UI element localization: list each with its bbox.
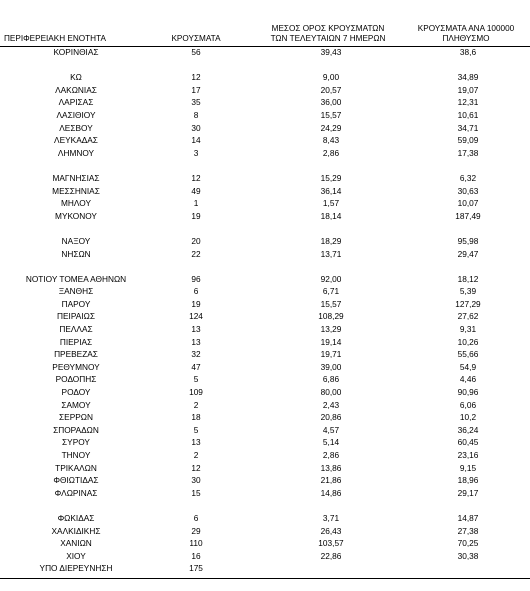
cases-cell: 35 <box>191 97 201 108</box>
per100k-cell: 17,38 <box>457 147 479 158</box>
region-cell: ΠΡΕΒΕΖΑΣ <box>54 349 98 360</box>
avg-cell: 108,29 <box>318 311 344 322</box>
cases-cell: 47 <box>191 361 201 372</box>
per100k-cell: 18,96 <box>457 475 479 486</box>
table-row <box>0 235 530 248</box>
per100k-cell: 34,89 <box>457 72 479 83</box>
table-row <box>0 562 530 575</box>
region-cell: ΛΕΣΒΟΥ <box>59 122 93 133</box>
per100k-cell: 10,07 <box>457 198 479 209</box>
per100k-cell: 9,31 <box>459 324 477 335</box>
per100k-cell: 59,09 <box>457 135 479 146</box>
region-cell: ΠΙΕΡΙΑΣ <box>59 336 93 347</box>
avg-cell: 6,86 <box>322 374 340 385</box>
region-cell: ΥΠΟ ΔΙΕΡΕΥΝΗΣΗ <box>39 563 113 574</box>
table-row <box>0 525 530 538</box>
table-row <box>0 147 530 160</box>
cases-cell: 16 <box>191 550 201 561</box>
per100k-cell: 5,39 <box>459 286 477 297</box>
region-cell: ΤΗΝΟΥ <box>61 450 91 460</box>
per100k-cell: 55,66 <box>457 349 479 360</box>
table-row <box>0 248 530 261</box>
avg-cell: 18,29 <box>320 235 342 246</box>
per100k-cell: 14,87 <box>457 512 479 523</box>
per100k-cell: 12,31 <box>457 97 479 108</box>
cases-cell: 12 <box>191 72 201 83</box>
table-row <box>0 273 530 286</box>
region-cell: ΛΑΡΙΣΑΣ <box>58 97 94 108</box>
table-row <box>0 487 530 500</box>
avg-cell: 15,57 <box>320 298 342 309</box>
spacer-row <box>0 59 530 72</box>
cases-cell: 13 <box>191 324 201 335</box>
per100k-cell: 30,38 <box>457 550 479 561</box>
table-row <box>0 84 530 97</box>
region-cell: ΞΑΝΘΗΣ <box>58 286 94 297</box>
spacer-row <box>0 260 530 273</box>
per100k-cell: 60,45 <box>457 437 479 448</box>
region-cell: ΡΕΘΥΜΝΟΥ <box>52 361 100 372</box>
table-row <box>0 550 530 563</box>
cases-cell: 29 <box>191 525 201 536</box>
per100k-cell <box>406 562 530 575</box>
region-cell: ΜΑΓΝΗΣΙΑΣ <box>52 172 100 183</box>
table-row <box>0 361 530 374</box>
avg-cell: 19,14 <box>320 336 342 347</box>
region-cell: ΦΩΚΙΔΑΣ <box>57 512 95 523</box>
per100k-cell: 10,2 <box>459 412 477 423</box>
cases-cell: 13 <box>191 336 201 347</box>
table-row <box>0 71 530 84</box>
table-row <box>0 449 530 462</box>
per100k-cell: 38,6 <box>459 47 477 57</box>
region-cell: ΛΕΥΚΑΔΑΣ <box>54 135 98 146</box>
cases-cell: 13 <box>191 437 201 448</box>
table-row <box>0 348 530 361</box>
table-row <box>0 474 530 487</box>
avg-cell: 1,57 <box>322 198 340 209</box>
avg-cell: 8,43 <box>322 135 340 146</box>
cases-cell: 3 <box>193 147 199 158</box>
cases-cell: 6 <box>193 286 199 297</box>
table-row <box>0 109 530 122</box>
per100k-cell: 6,32 <box>459 172 477 183</box>
per100k-cell: 23,16 <box>457 450 479 460</box>
avg-cell: 5,14 <box>322 437 340 448</box>
cases-cell: 15 <box>191 487 201 498</box>
table-row <box>0 462 530 475</box>
spacer-row <box>0 222 530 235</box>
region-cell: ΝΗΣΩΝ <box>61 248 91 259</box>
cases-cell: 17 <box>191 84 201 95</box>
cases-cell: 12 <box>191 172 201 183</box>
region-cell: ΧΑΝΙΩΝ <box>60 538 92 549</box>
per100k-cell: 34,71 <box>457 122 479 133</box>
cases-cell: 30 <box>191 475 201 486</box>
avg-cell: 3,71 <box>322 512 340 523</box>
per100k-cell: 70,25 <box>457 538 479 549</box>
cases-cell: 5 <box>193 424 199 435</box>
region-cell: ΝΑΞΟΥ <box>61 235 91 246</box>
region-cell: ΦΛΩΡΙΝΑΣ <box>54 487 98 498</box>
avg-cell: 103,57 <box>318 538 344 549</box>
avg-cell: 2,43 <box>322 399 340 410</box>
region-cell: ΡΟΔΟΥ <box>61 387 91 398</box>
per100k-cell: 30,63 <box>457 185 479 196</box>
cases-cell: 109 <box>189 387 203 398</box>
table-row <box>0 537 530 550</box>
per100k-cell: 127,29 <box>455 298 481 309</box>
avg-cell <box>256 562 406 575</box>
avg-cell: 19,71 <box>320 349 342 360</box>
avg-cell: 80,00 <box>320 387 342 398</box>
table-row <box>0 411 530 424</box>
table-row <box>0 185 530 198</box>
avg-cell: 39,00 <box>320 361 342 372</box>
table-row <box>0 285 530 298</box>
cases-cell: 124 <box>189 311 203 322</box>
per100k-cell: 27,38 <box>457 525 479 536</box>
avg-cell: 9,00 <box>322 72 340 83</box>
cases-cell: 20 <box>191 235 201 246</box>
table-row <box>0 373 530 386</box>
region-cell: ΚΩ <box>70 72 82 83</box>
cases-cell: 96 <box>191 273 201 284</box>
cases-cell: 18 <box>191 412 201 423</box>
region-cell: ΠΕΙΡΑΙΩΣ <box>57 311 95 322</box>
cases-cell: 1 <box>193 198 199 209</box>
cases-cell: 12 <box>191 462 201 473</box>
per100k-cell: 90,96 <box>457 387 479 398</box>
cases-cell: 175 <box>189 563 203 574</box>
cases-cell: 19 <box>191 298 201 309</box>
header-region: ΠΕΡΙΦΕΡΕΙΑΚΗ ΕΝΟΤΗΤΑ <box>4 34 106 43</box>
table-row <box>0 310 530 323</box>
table-row <box>0 210 530 223</box>
cases-cell: 110 <box>189 538 203 549</box>
per100k-cell: 29,17 <box>457 487 479 498</box>
region-cell: ΣΠΟΡΑΔΩΝ <box>53 424 99 435</box>
cases-cell: 49 <box>191 185 201 196</box>
per100k-cell: 27,62 <box>457 311 479 322</box>
region-cell: ΣΥΡΟΥ <box>62 437 90 448</box>
per100k-cell: 18,12 <box>457 273 479 284</box>
region-cell: ΠΑΡΟΥ <box>61 298 91 309</box>
region-cell: ΤΡΙΚΑΛΩΝ <box>55 462 97 473</box>
cases-cell: 2 <box>193 450 199 460</box>
avg-cell: 21,86 <box>320 475 342 486</box>
avg-cell: 4,57 <box>322 424 340 435</box>
region-cell: ΦΘΙΩΤΙΔΑΣ <box>53 475 99 486</box>
avg-cell: 2,86 <box>322 450 340 460</box>
cases-cell: 32 <box>191 349 201 360</box>
cases-cell: 14 <box>191 135 201 146</box>
avg-cell: 15,57 <box>320 109 342 120</box>
table-row <box>0 386 530 399</box>
avg-cell: 36,14 <box>320 185 342 196</box>
table-body <box>0 46 530 575</box>
header-per-100k <box>404 24 528 44</box>
avg-cell: 39,43 <box>320 47 342 57</box>
header-per100k-line2: ΠΛΗΘΥΣΜΟ <box>442 34 490 43</box>
avg-cell: 2,86 <box>322 147 340 158</box>
table-row <box>0 323 530 336</box>
table-header <box>0 0 530 47</box>
table-row <box>0 436 530 449</box>
region-cell: ΝΟΤΙΟΥ ΤΟΜΕΑ ΑΘΗΝΩΝ <box>25 273 127 284</box>
avg-cell: 13,71 <box>320 248 342 259</box>
table-row <box>0 512 530 525</box>
table-row <box>0 336 530 349</box>
table-row <box>0 197 530 210</box>
table-row <box>0 96 530 109</box>
avg-cell: 15,29 <box>320 172 342 183</box>
table-row <box>0 172 530 185</box>
header-avg-7days <box>254 24 402 44</box>
per100k-cell: 10,26 <box>457 336 479 347</box>
region-cell: ΛΑΚΩΝΙΑΣ <box>55 84 97 95</box>
avg-cell: 24,29 <box>320 122 342 133</box>
cases-cell: 5 <box>193 374 199 385</box>
region-cell: ΧΑΛΚΙΔΙΚΗΣ <box>51 525 101 536</box>
region-cell: ΜΕΣΣΗΝΙΑΣ <box>52 185 100 196</box>
per100k-cell: 29,47 <box>457 248 479 259</box>
per100k-cell: 19,07 <box>457 84 479 95</box>
region-cell: ΚΟΡΙΝΘΙΑΣ <box>53 47 99 57</box>
region-cell: ΛΗΜΝΟΥ <box>57 147 95 158</box>
cases-cell: 56 <box>191 47 201 57</box>
table-row <box>0 424 530 437</box>
per100k-cell: 54,9 <box>459 361 477 372</box>
spacer-row <box>0 159 530 172</box>
cases-cell: 22 <box>191 248 201 259</box>
per100k-cell: 95,98 <box>457 235 479 246</box>
avg-cell: 20,86 <box>320 412 342 423</box>
avg-cell: 22,86 <box>320 550 342 561</box>
table-row <box>0 46 530 59</box>
region-cell: ΛΑΣΙΘΙΟΥ <box>56 109 96 120</box>
table-row <box>0 122 530 135</box>
avg-cell: 36,00 <box>320 97 342 108</box>
avg-cell: 26,43 <box>320 525 342 536</box>
avg-cell: 20,57 <box>320 84 342 95</box>
avg-cell: 13,29 <box>320 324 342 335</box>
avg-cell: 13,86 <box>320 462 342 473</box>
per100k-cell: 4,46 <box>459 374 477 385</box>
table-row <box>0 298 530 311</box>
cases-cell: 2 <box>193 399 199 410</box>
region-cell: ΡΟΔΟΠΗΣ <box>55 374 97 385</box>
region-cell: ΣΑΜΟΥ <box>61 399 91 410</box>
region-cell: ΧΙΟΥ <box>66 550 86 561</box>
cases-cell: 8 <box>193 109 199 120</box>
cases-cell: 30 <box>191 122 201 133</box>
header-per100k-line1: ΚΡΟΥΣΜΑΤΑ ΑΝΑ 100000 <box>417 24 515 33</box>
region-cell: ΜΥΚΟΝΟΥ <box>55 210 97 221</box>
table-row <box>0 134 530 147</box>
per100k-cell: 10,61 <box>457 109 479 120</box>
header-cases: ΚΡΟΥΣΜΑΤΑ <box>171 34 221 43</box>
region-cell: ΣΕΡΡΩΝ <box>59 412 93 423</box>
header-avg-line1: ΜΕΣΟΣ ΟΡΟΣ ΚΡΟΥΣΜΑΤΩΝ <box>271 24 385 33</box>
table-bottom-rule <box>0 578 530 579</box>
per100k-cell: 6,06 <box>459 399 477 410</box>
avg-cell: 92,00 <box>320 273 342 284</box>
avg-cell: 6,71 <box>322 286 340 297</box>
region-cell: ΜΗΛΟΥ <box>61 198 91 209</box>
avg-cell: 18,14 <box>320 210 342 221</box>
table-row <box>0 399 530 412</box>
per100k-cell: 36,24 <box>457 424 479 435</box>
cases-cell: 19 <box>191 210 201 221</box>
region-cell: ΠΕΛΛΑΣ <box>59 324 93 335</box>
avg-cell: 14,86 <box>320 487 342 498</box>
spacer-row <box>0 499 530 512</box>
header-avg-line2: ΤΩΝ ΤΕΛΕΥΤΑΙΩΝ 7 ΗΜΕΡΩΝ <box>270 34 386 43</box>
per100k-cell: 9,15 <box>459 462 477 473</box>
per100k-cell: 187,49 <box>455 210 481 221</box>
cases-cell: 6 <box>193 512 199 523</box>
